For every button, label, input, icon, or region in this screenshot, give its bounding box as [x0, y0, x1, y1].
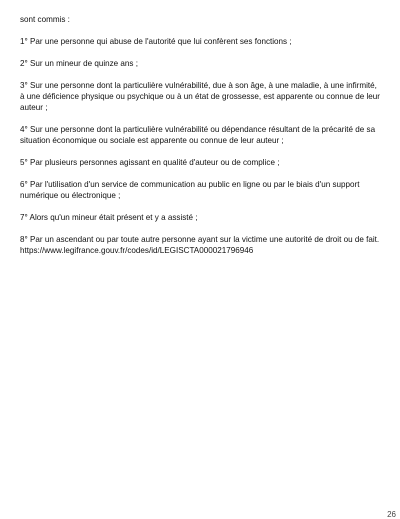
source-url[interactable]: https://www.legifrance.gouv.fr/codes/id/LEGISCTA000021796946	[20, 246, 254, 255]
list-item-3	[20, 80, 388, 113]
list-item-5-line-1: 5° Par plusieurs personnes agissant en qualité d'auteur ou de complice ;	[20, 158, 280, 167]
list-item-2	[20, 58, 388, 69]
list-item-4-line-1: 4° Sur une personne dont la particulière vulnérabilité ou dépendance résultant de la précarité de sa	[20, 125, 376, 134]
list-item-2-line-1: 2° Sur un mineur de quinze ans ;	[20, 59, 138, 68]
list-item-7-line-1: 7° Alors qu'un mineur était présent et y a assisté ;	[20, 213, 198, 222]
list-item-8-line-1: 8° Par un ascendant ou par toute autre personne ayant sur la victime une autorité de droit ou de fait.	[20, 235, 380, 244]
list-item-8	[20, 234, 388, 256]
list-item-1	[20, 36, 388, 47]
list-item-3-line-1: 3° Sur une personne dont la particulière vulnérabilité, due à son âge, à une maladie, à une infirmité,	[20, 81, 377, 90]
list-item-1-line-1: 1° Par une personne qui abuse de l'autorité que lui confèrent ses fonctions ;	[20, 37, 292, 46]
intro-text	[20, 14, 388, 25]
list-item-3-line-2: à une déficience physique ou psychique ou à un état de grossesse, est apparente ou connue de leur	[20, 92, 380, 101]
list-item-6-line-1: 6° Par l'utilisation d'un service de communication au public en ligne ou par le biais d'un support	[20, 180, 360, 189]
list-item-4	[20, 124, 388, 146]
list-item-3-line-3: auteur ;	[20, 103, 48, 112]
list-item-6	[20, 179, 388, 201]
list-item-5	[20, 157, 388, 168]
document-page	[20, 14, 388, 267]
list-item-4-line-2: situation économique ou sociale est apparente ou connue de leur auteur ;	[20, 136, 284, 145]
list-item-7	[20, 212, 388, 223]
intro-line: sont commis :	[20, 15, 70, 24]
list-item-6-line-2: numérique ou électronique ;	[20, 191, 121, 200]
page-number: 26	[387, 510, 396, 519]
